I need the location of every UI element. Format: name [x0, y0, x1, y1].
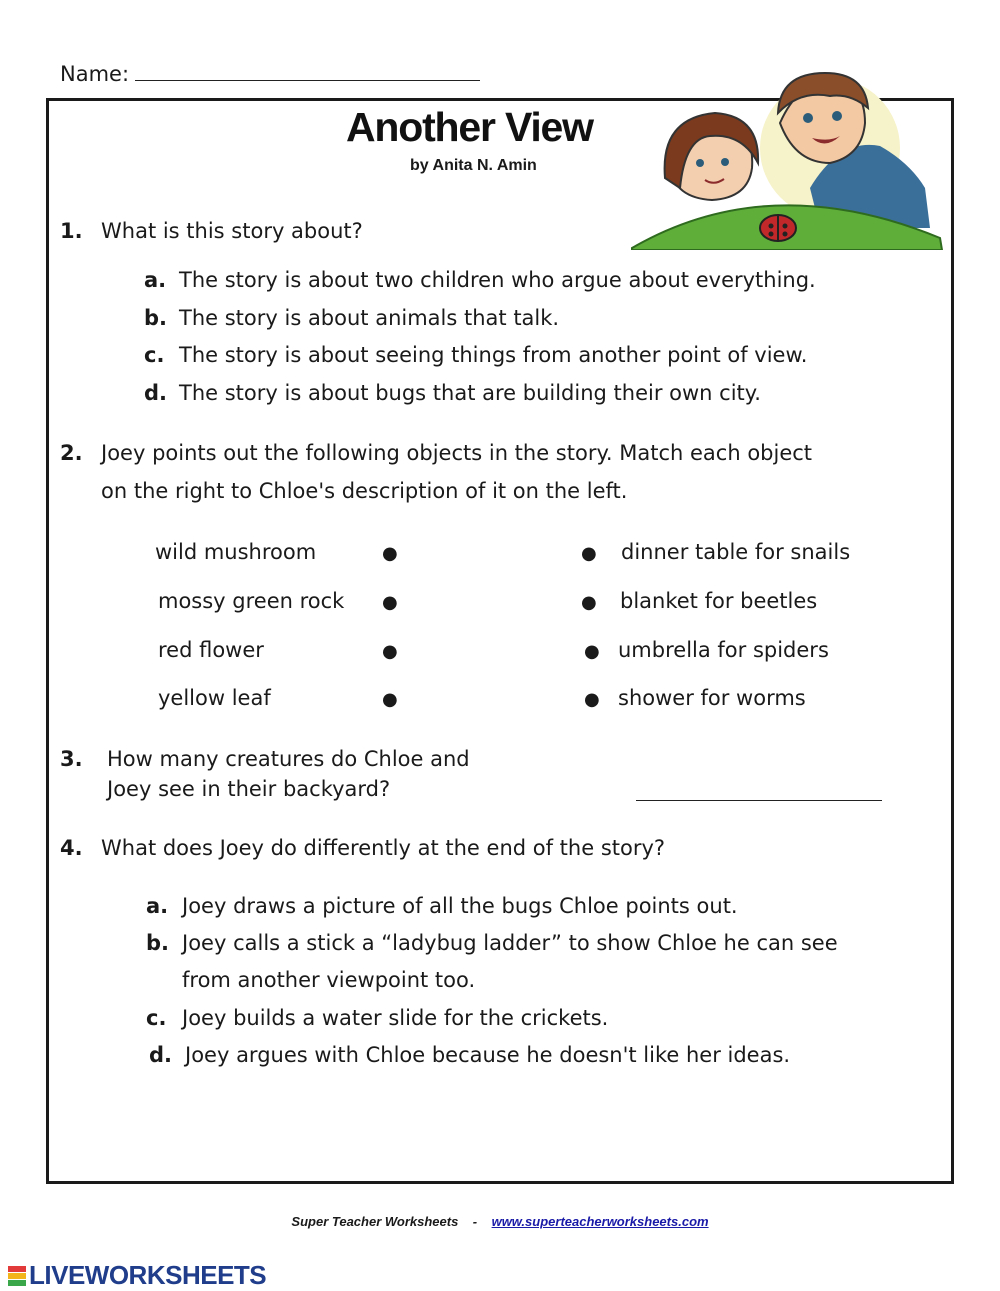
footer-separator: -	[472, 1214, 478, 1229]
question-number: 1.	[60, 219, 83, 243]
option-text[interactable]: Joey calls a stick a “ladybug ladder” to show Chloe he can see	[182, 931, 838, 955]
match-dot-left[interactable]: ●	[382, 641, 398, 662]
logo-text: LIVEWORKSHEETS	[29, 1260, 267, 1290]
logo-icon	[8, 1266, 26, 1286]
option-letter[interactable]: b.	[144, 306, 168, 330]
option-letter[interactable]: c.	[146, 1006, 167, 1030]
match-right-item: shower for worms	[618, 686, 806, 710]
match-right-item: umbrella for spiders	[618, 638, 829, 662]
worksheet-title: Another View	[346, 104, 593, 150]
children-illustration	[630, 68, 946, 250]
match-dot-right[interactable]: ●	[584, 689, 600, 710]
girl-eye-left	[696, 159, 704, 167]
match-left-item: yellow leaf	[158, 686, 271, 710]
option-text[interactable]: Joey draws a picture of all the bugs Chloe points out.	[182, 894, 738, 918]
match-left-item: wild mushroom	[155, 540, 317, 564]
option-letter[interactable]: d.	[149, 1043, 173, 1067]
option-letter[interactable]: a.	[146, 894, 169, 918]
girl-eye-right	[721, 158, 729, 166]
footer-url-link[interactable]: www.superteacherworksheets.com	[491, 1214, 709, 1229]
match-right-item: dinner table for snails	[621, 540, 851, 564]
match-dot-left[interactable]: ●	[382, 689, 398, 710]
option-text-continued[interactable]: from another viewpoint too.	[182, 968, 476, 992]
match-dot-left[interactable]: ●	[382, 543, 398, 564]
option-letter[interactable]: c.	[144, 343, 165, 367]
match-dot-right[interactable]: ●	[584, 641, 600, 662]
footer	[0, 1214, 1000, 1229]
question-number: 2.	[60, 441, 83, 465]
option-text[interactable]: The story is about animals that talk.	[179, 306, 560, 330]
author-byline: by Anita N. Amin	[410, 157, 537, 174]
name-label: Name:	[60, 62, 130, 86]
option-letter[interactable]: a.	[144, 268, 167, 292]
question-text: How many creatures do Chloe and	[107, 747, 470, 771]
match-dot-right[interactable]: ●	[581, 592, 597, 613]
question-text: What is this story about?	[101, 219, 363, 243]
question-text: Joey points out the following objects in the story. Match each object	[101, 441, 813, 465]
question-number: 4.	[60, 836, 83, 860]
name-field[interactable]	[60, 62, 480, 86]
match-left-item: red flower	[158, 638, 264, 662]
option-letter[interactable]: b.	[146, 931, 170, 955]
option-text[interactable]: Joey argues with Chloe because he doesn't like her ideas.	[185, 1043, 791, 1067]
match-right-item: blanket for beetles	[620, 589, 818, 613]
liveworksheets-logo[interactable]	[8, 1260, 266, 1291]
question-number: 3.	[60, 747, 83, 771]
question-text: on the right to Chloe's description of it on the left.	[101, 479, 628, 503]
boy-eye-right	[832, 111, 842, 121]
option-letter[interactable]: d.	[144, 381, 168, 405]
question-text: Joey see in their backyard?	[107, 777, 391, 801]
question-text: What does Joey do differently at the end of the story?	[101, 836, 666, 860]
footer-brand: Super Teacher Worksheets	[291, 1214, 459, 1229]
match-left-item: mossy green rock	[158, 589, 345, 613]
match-dot-right[interactable]: ●	[581, 543, 597, 564]
option-text[interactable]: The story is about two children who argue about everything.	[179, 268, 816, 292]
match-dot-left[interactable]: ●	[382, 592, 398, 613]
boy-eye-left	[803, 113, 813, 123]
option-text[interactable]: The story is about seeing things from another point of view.	[179, 343, 808, 367]
answer-line[interactable]	[636, 800, 882, 801]
option-text[interactable]: The story is about bugs that are building their own city.	[179, 381, 761, 405]
name-blank-line[interactable]	[135, 62, 480, 81]
option-text[interactable]: Joey builds a water slide for the crickets.	[182, 1006, 609, 1030]
